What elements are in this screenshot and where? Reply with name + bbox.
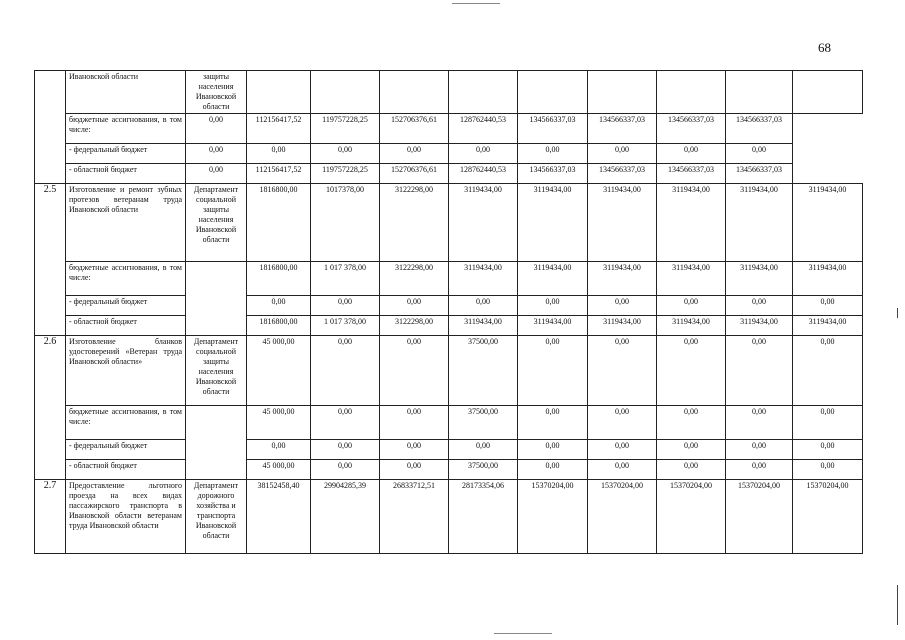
table-row	[35, 184, 863, 262]
value-cell: 0,00	[247, 144, 311, 164]
value-cell: 0,00	[380, 296, 449, 316]
value-cell: 0,00	[380, 406, 449, 440]
scan-artifact-top	[452, 3, 500, 4]
value-cell: 45 000,00	[247, 406, 311, 440]
value-cell	[518, 71, 588, 114]
value-cell	[588, 71, 657, 114]
scan-edge-mark	[897, 585, 898, 625]
row-name-cell: Изготовление и ремонт зубных протезов ветеранам труда Ивановской области	[66, 184, 186, 262]
value-cell: 0,00	[793, 440, 863, 460]
value-cell: 0,00	[380, 336, 449, 406]
table-row	[35, 262, 863, 296]
row-number-cell: 2.6	[35, 336, 66, 480]
value-cell: 0,00	[657, 460, 726, 480]
row-name-cell: - областной бюджет	[66, 316, 186, 336]
budget-table-body	[35, 71, 863, 554]
value-cell: 3122298,00	[380, 316, 449, 336]
value-cell: 0,00	[449, 440, 518, 460]
value-cell: 0,00	[588, 144, 657, 164]
table-row	[35, 164, 863, 184]
executor-cell: Департамент социальной защиты населения Ивановской области	[186, 184, 247, 262]
value-cell: 134566337,03	[518, 114, 588, 144]
value-cell: 128762440,53	[449, 164, 518, 184]
page-number: 68	[818, 40, 831, 55]
value-cell: 1816800,00	[247, 184, 311, 262]
value-cell: 26833712,51	[380, 480, 449, 554]
value-cell	[793, 71, 863, 114]
table-row	[35, 71, 863, 114]
value-cell: 37500,00	[449, 336, 518, 406]
value-cell: 0,00	[793, 406, 863, 440]
value-cell: 134566337,03	[588, 114, 657, 144]
value-cell: 134566337,03	[726, 114, 793, 144]
executor-cell-empty	[186, 406, 247, 480]
row-number-cell	[35, 71, 66, 184]
value-cell: 3119434,00	[657, 262, 726, 296]
value-cell: 0,00	[726, 440, 793, 460]
value-cell: 0,00	[657, 296, 726, 316]
row-name-cell: - областной бюджет	[66, 164, 186, 184]
value-cell: 0,00	[311, 144, 380, 164]
value-cell: 3119434,00	[588, 262, 657, 296]
value-cell: 134566337,03	[657, 114, 726, 144]
value-cell: 15370204,00	[588, 480, 657, 554]
table-row	[35, 440, 863, 460]
value-cell: 0,00	[726, 144, 793, 164]
value-cell	[657, 71, 726, 114]
value-cell: 112156417,52	[247, 164, 311, 184]
row-name-cell: бюджетные ассигнования, в том числе:	[66, 262, 186, 296]
row-name-cell: - федеральный бюджет	[66, 144, 186, 164]
row-name-cell: - федеральный бюджет	[66, 440, 186, 460]
value-cell: 0,00	[186, 144, 247, 164]
executor-cell: защиты населения Ивановской области	[186, 71, 247, 114]
table-row	[35, 316, 863, 336]
value-cell: 3122298,00	[380, 184, 449, 262]
value-cell: 134566337,03	[657, 164, 726, 184]
value-cell: 134566337,03	[588, 164, 657, 184]
value-cell	[380, 71, 449, 114]
value-cell: 0,00	[247, 440, 311, 460]
value-cell: 0,00	[311, 406, 380, 440]
value-cell: 0,00	[186, 164, 247, 184]
value-cell: 0,00	[311, 460, 380, 480]
row-number-cell: 2.7	[35, 480, 66, 554]
value-cell: 3119434,00	[793, 262, 863, 296]
value-cell	[449, 71, 518, 114]
value-cell: 0,00	[793, 296, 863, 316]
value-cell: 0,00	[588, 406, 657, 440]
value-cell: 0,00	[657, 440, 726, 460]
row-name-cell: - федеральный бюджет	[66, 296, 186, 316]
value-cell: 0,00	[518, 296, 588, 316]
value-cell: 0,00	[793, 336, 863, 406]
value-cell: 15370204,00	[793, 480, 863, 554]
value-cell: 45 000,00	[247, 460, 311, 480]
value-cell: 134566337,03	[726, 164, 793, 184]
value-cell: 134566337,03	[518, 164, 588, 184]
value-cell: 15370204,00	[657, 480, 726, 554]
table-row	[35, 296, 863, 316]
value-cell	[311, 71, 380, 114]
budget-table	[34, 70, 863, 554]
value-cell: 0,00	[657, 406, 726, 440]
value-cell: 37500,00	[449, 406, 518, 440]
value-cell: 128762440,53	[449, 114, 518, 144]
value-cell: 3119434,00	[726, 316, 793, 336]
value-cell: 0,00	[726, 460, 793, 480]
value-cell: 3122298,00	[380, 262, 449, 296]
value-cell: 152706376,61	[380, 114, 449, 144]
value-cell: 3119434,00	[657, 316, 726, 336]
value-cell	[247, 71, 311, 114]
executor-cell: Департамент дорожного хозяйства и транспорта Ивановской области	[186, 480, 247, 554]
table-row	[35, 406, 863, 440]
value-cell: 0,00	[588, 440, 657, 460]
value-cell: 119757228,25	[311, 164, 380, 184]
value-cell: 1 017 378,00	[311, 262, 380, 296]
value-cell: 0,00	[311, 440, 380, 460]
value-cell: 37500,00	[449, 460, 518, 480]
value-cell: 0,00	[311, 296, 380, 316]
table-row	[35, 144, 863, 164]
row-name-cell: бюджетные ассигнования, в том числе:	[66, 114, 186, 144]
executor-cell-empty	[186, 262, 247, 336]
table-row	[35, 460, 863, 480]
value-cell: 3119434,00	[657, 184, 726, 262]
value-cell: 3119434,00	[588, 184, 657, 262]
value-cell: 112156417,52	[247, 114, 311, 144]
value-cell: 0,00	[588, 460, 657, 480]
value-cell: 0,00	[449, 296, 518, 316]
row-number-cell: 2.5	[35, 184, 66, 336]
row-name-cell: Ивановской области	[66, 71, 186, 114]
row-name-cell: - областной бюджет	[66, 460, 186, 480]
value-cell: 3119434,00	[449, 262, 518, 296]
value-cell: 0,00	[588, 296, 657, 316]
value-cell: 38152458,40	[247, 480, 311, 554]
value-cell: 45 000,00	[247, 336, 311, 406]
value-cell: 0,00	[311, 336, 380, 406]
value-cell: 119757228,25	[311, 114, 380, 144]
value-cell: 0,00	[726, 406, 793, 440]
value-cell: 1017378,00	[311, 184, 380, 262]
value-cell: 0,00	[588, 336, 657, 406]
value-cell: 3119434,00	[518, 262, 588, 296]
value-cell: 3119434,00	[518, 316, 588, 336]
value-cell: 0,00	[518, 440, 588, 460]
value-cell: 0,00	[518, 336, 588, 406]
value-cell: 3119434,00	[793, 316, 863, 336]
value-cell: 3119434,00	[449, 184, 518, 262]
value-cell: 0,00	[380, 460, 449, 480]
value-cell: 3119434,00	[793, 184, 863, 262]
value-cell: 0,00	[726, 296, 793, 316]
value-cell: 0,00	[449, 144, 518, 164]
value-cell: 152706376,61	[380, 164, 449, 184]
value-cell: 3119434,00	[449, 316, 518, 336]
value-cell: 0,00	[518, 144, 588, 164]
scan-edge-mark	[897, 308, 898, 318]
row-name-cell: Предоставление льготного проезда на всех видах пассажирского транспорта в Ивановской области ветеранам труда Ивановской области	[66, 480, 186, 554]
value-cell: 15370204,00	[726, 480, 793, 554]
value-cell: 0,00	[518, 460, 588, 480]
value-cell: 3119434,00	[588, 316, 657, 336]
value-cell: 0,00	[726, 336, 793, 406]
value-cell: 0,00	[247, 296, 311, 316]
row-name-cell: Изготовление бланков удостоверений «Ветеран труда Ивановской области»	[66, 336, 186, 406]
value-cell: 1 017 378,00	[311, 316, 380, 336]
value-cell: 0,00	[186, 114, 247, 144]
value-cell: 0,00	[518, 406, 588, 440]
table-row	[35, 336, 863, 406]
value-cell: 0,00	[380, 144, 449, 164]
value-cell: 0,00	[657, 144, 726, 164]
value-cell: 3119434,00	[726, 184, 793, 262]
value-cell: 3119434,00	[518, 184, 588, 262]
value-cell: 15370204,00	[518, 480, 588, 554]
value-cell: 1816800,00	[247, 316, 311, 336]
table-row	[35, 114, 863, 144]
value-cell: 0,00	[657, 336, 726, 406]
value-cell: 29904285,39	[311, 480, 380, 554]
table-row	[35, 480, 863, 554]
value-cell: 1816800,00	[247, 262, 311, 296]
executor-cell: Департамент социальной защиты населения Ивановской области	[186, 336, 247, 406]
value-cell	[726, 71, 793, 114]
value-cell: 0,00	[793, 460, 863, 480]
value-cell: 28173354,06	[449, 480, 518, 554]
value-cell: 0,00	[380, 440, 449, 460]
value-cell: 3119434,00	[726, 262, 793, 296]
scan-artifact-bottom	[494, 633, 552, 634]
row-name-cell: бюджетные ассигнования, в том числе:	[66, 406, 186, 440]
